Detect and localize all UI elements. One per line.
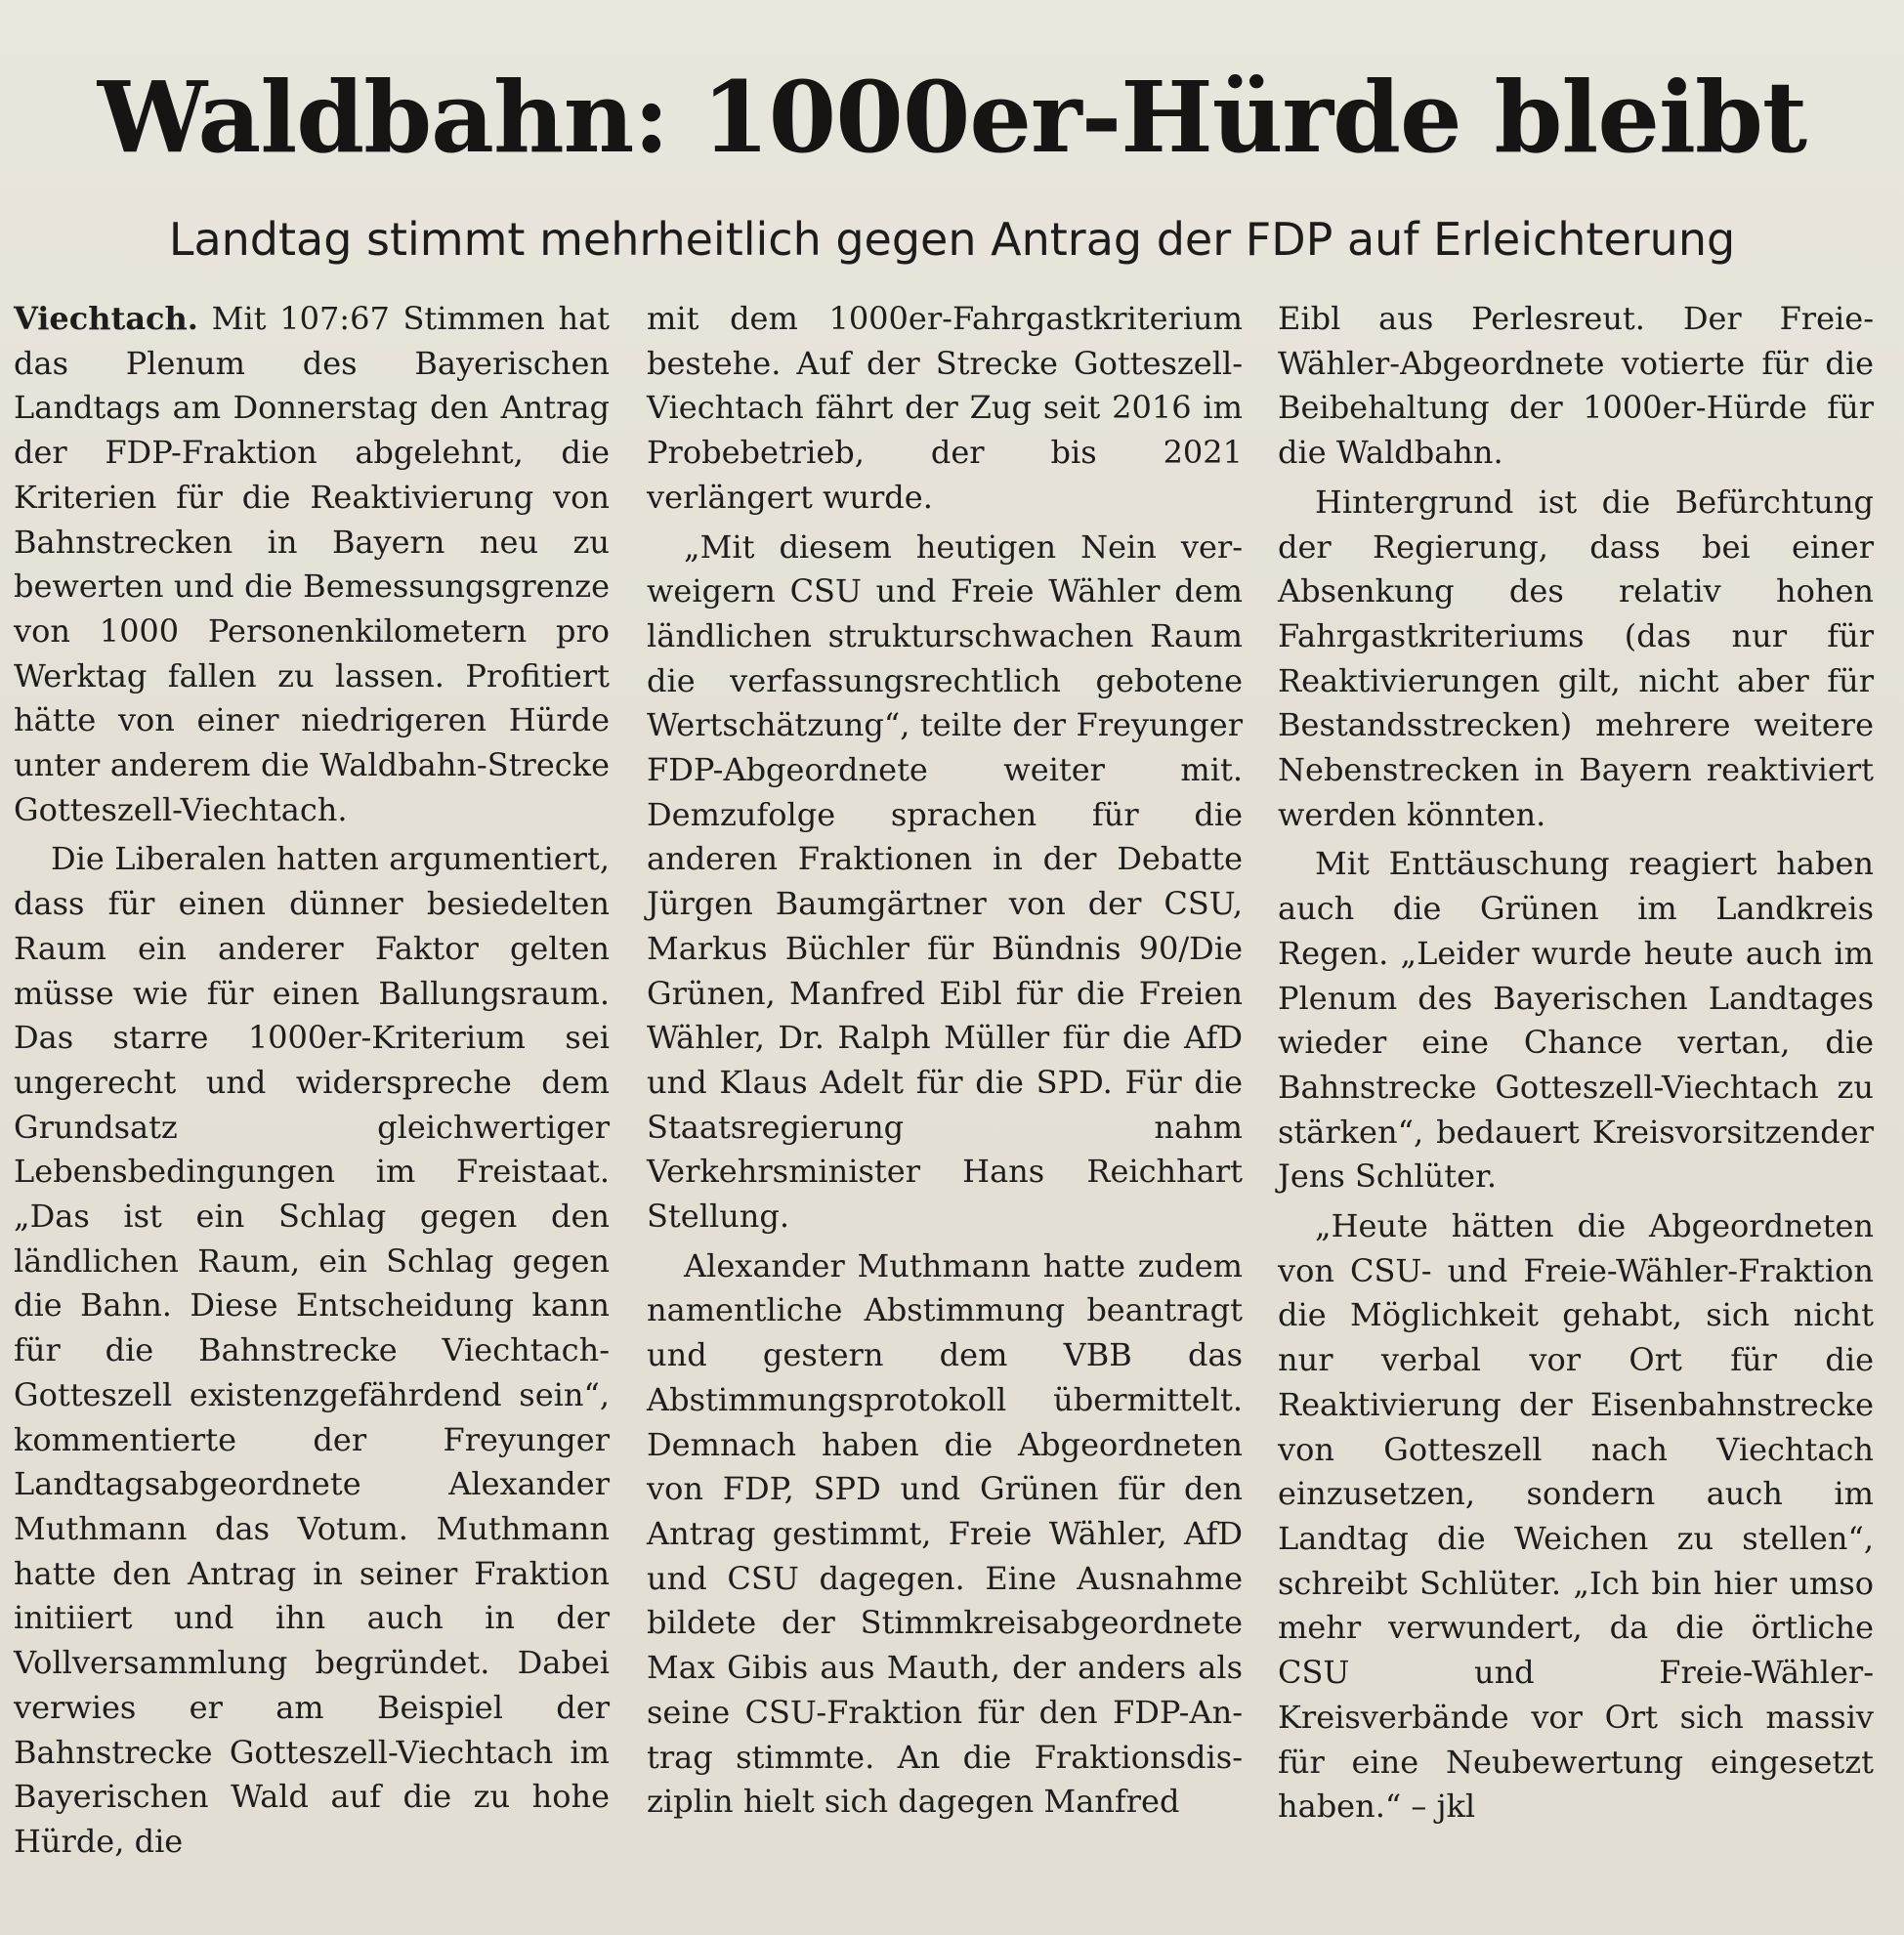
headline: Waldbahn: 1000er-Hürde bleibt [97, 60, 1807, 175]
article-paragraph: Alexander Muthmann hatte zudem namentliche Abstimmung beantragt und gestern dem VBB das Abstimmungsprotokoll übermittelt. Demnach haben die Abgeordneten von FDP, SPD und Grünen für den Antrag gestimmt, Freie Wähler, AfD und CSU dagegen. Eine Ausnahme bildete der Stimmkreisabgeordnete Max Gibis aus Mauth, der anders als seine CSU-Fraktion für den FDP-Antrag stimmte. An die Fraktionsdisziplin hielt sich dagegen Manfred [647, 1246, 1243, 1821]
article-paragraph: Hintergrund ist die Befürchtung der Regierung, dass bei einer Absenkung des relativ hohen Fahrgastkriteriums (das nur für Reaktivierungen gilt, nicht aber für Bestandsstrecken) mehrere weitere Nebenstrecken in Bayern reaktiviert werden könnten. [1278, 483, 1874, 833]
article-column-3 [1278, 297, 1874, 1834]
article-column-2 [647, 297, 1243, 1830]
article-paragraph: „Heute hätten die Abgeordneten von CSU- und Freie-Wähler-Fraktion die Möglichkeit gehabt, sich nicht nur verbal vor Ort für die Reaktivierung der Eisenbahnstrecke von Gotteszell nach Viechtach einzusetzen, sondern auch im Landtag die Weichen zu stellen“, schreibt Schlüter. „Ich bin hier umso mehr verwundert, da die örtliche CSU und Freie-Wähler-Kreisverbände vor Ort sich massiv für eine Neubewertung eingesetzt haben.“ – jkl [1278, 1207, 1874, 1826]
article-paragraph: „Mit diesem heutigen Nein verweigern CSU und Freie Wähler dem ländlichen strukturschwachen Raum die verfassungsrechtlich gebotene Wertschätzung“, teilte der Freyunger FDP-Abgeordnete weiter mit. Demzufolge sprachen für die anderen Fraktionen in der Debatte Jürgen Baumgärtner von der CSU, Markus Büchler für Bündnis 90/Die Grünen, Manfred Eibl für die Freien Wähler, Dr. Ralph Müller für die AfD und Klaus Adelt für die SPD. Für die Staatsregierung nahm Verkehrsminister Hans Reichhart Stellung. [647, 527, 1243, 1236]
dateline: Viechtach. [14, 300, 198, 337]
article-column-1 [14, 297, 610, 1870]
article-paragraph: Mit Enttäuschung reagiert haben auch die Grünen im Landkreis Regen. „Leider wurde heute auch im Plenum des Bayerischen Landtages wieder eine Chance vertan, die Bahnstrecke Gotteszell-Viechtach zu stärken“, bedauert Kreisvorsitzender Jens Schlüter. [1278, 845, 1874, 1196]
article-paragraph [14, 297, 610, 832]
article-paragraph: mit dem 1000er-Fahrgastkriterium bestehe. Auf der Strecke Gotteszell-Viechtach fährt der Zug seit 2016 im Probebetrieb, der bis 2021 verlängert wurde. [647, 300, 1243, 516]
paragraph-text: Mit 107:67 Stimmen hat das Plenum des Bayerischen Landtags am Donnerstag den Antrag der FDP-Fraktion abgelehnt, die Kriterien für die Reaktivierung von Bahnstrecken in Bayern neu zu bewerten und die Bemessungsgrenze von 1000 Personenkilometern pro Werktag fallen zu lassen. Profitiert hätte von einer niedrigeren Hürde unter anderem die Waldbahn-Strecke Gotteszell-Viechtach. [14, 300, 611, 828]
subheadline: Landtag stimmt mehrheitlich gegen Antrag der FDP auf Erleichterung [168, 213, 1736, 266]
article-paragraph: Eibl aus Perlesreut. Der Freie-Wähler-Abgeordnete votierte für die Beibehaltung der 1000er-Hürde für die Waldbahn. [1278, 300, 1874, 472]
article-paragraph: Die Liberalen hatten argumentiert, dass für einen dünner besiedelten Raum ein anderer Faktor gelten müsse wie für einen Ballungsraum. Das starre 1000er-Kriterium sei ungerecht und widerspreche dem Grundsatz gleichwertiger Lebensbedingungen im Freistaat. „Das ist ein Schlag gegen den ländlichen Raum, ein Schlag gegen die Bahn. Diese Entscheidung kann für die Bahnstrecke Viechtach-Gotteszell existenzgefährdend sein“, kommentierte der Freyunger Landtagsabgeordnete Alexander Muthmann das Votum. Muthmann hatte den Antrag in seiner Fraktion initiiert und ihn auch in der Vollversammlung begründet. Dabei verwies er am Beispiel der Bahnstrecke Gotteszell-Viechtach im Bayerischen Wald auf die zu hohe Hürde, die [14, 840, 610, 1860]
